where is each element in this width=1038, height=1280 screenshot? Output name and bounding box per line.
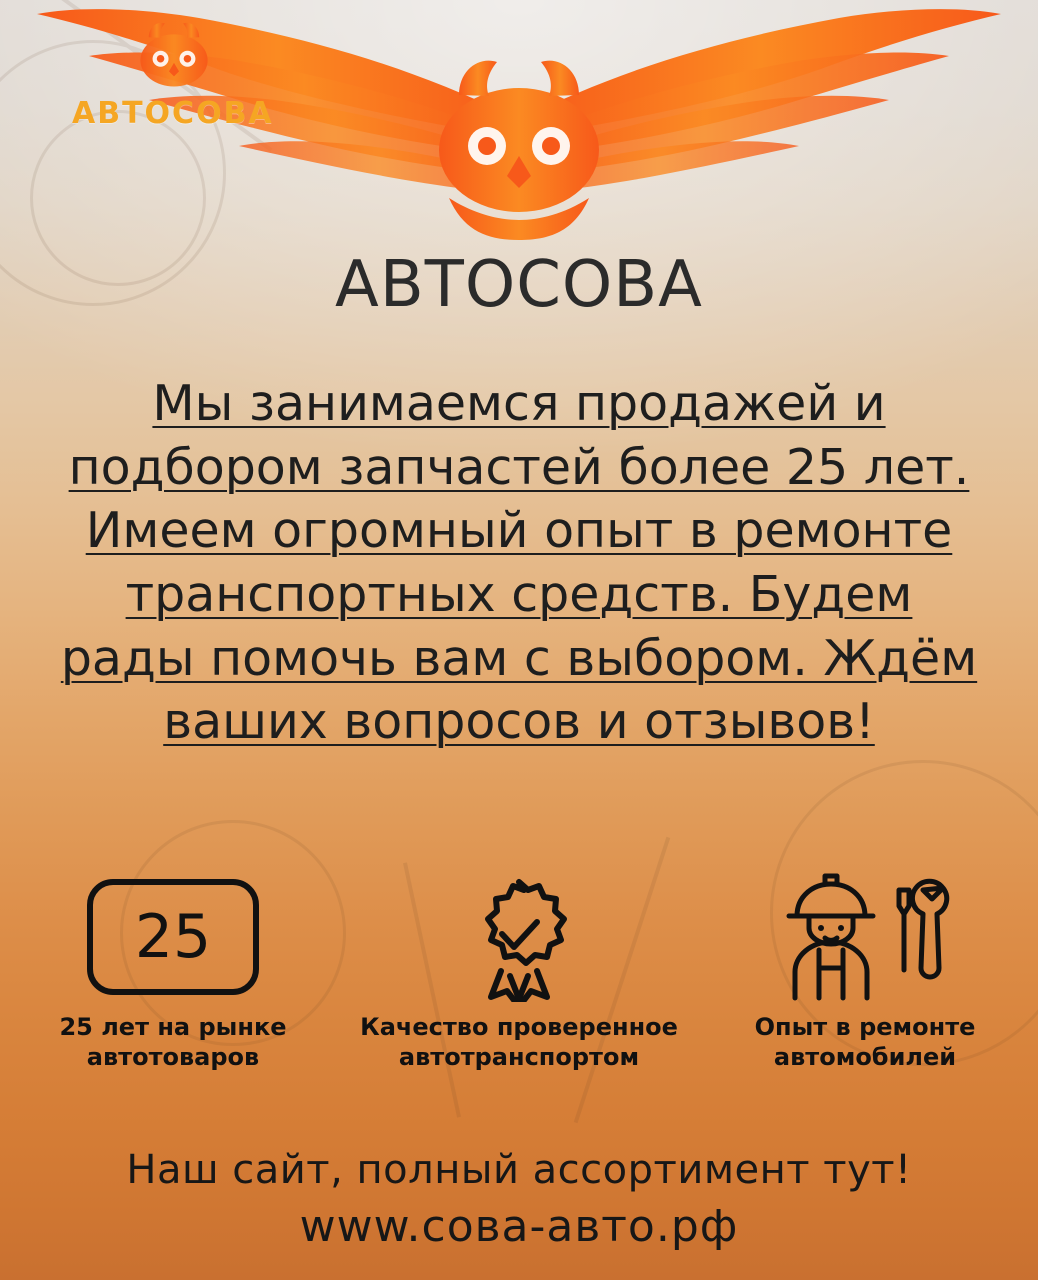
footer <box>0 1147 1038 1252</box>
features-row <box>0 872 1038 1072</box>
mechanic-tools-icon <box>775 872 955 1002</box>
website-url[interactable]: www.сова-авто.рф <box>299 1201 739 1252</box>
feature-caption: 25 лет на рынке автотоваров <box>59 1013 287 1071</box>
feature-item <box>13 872 333 1072</box>
feature-caption: Качество проверенное автотранспортом <box>360 1013 678 1071</box>
headline-text: Мы занимаемся продажей и подбором запчастей более 25 лет. Имеем огромный опыт в ремонте транспортных средств. Будем рады помочь вам с выбором. Ждём ваших вопросов и отзывов! <box>60 375 978 751</box>
feature-item <box>359 872 679 1072</box>
logo-wordmark: АВТОСОВА <box>72 96 274 131</box>
feature-item <box>705 872 1025 1072</box>
footer-cta: Наш сайт, полный ассортимент тут! <box>126 1147 912 1193</box>
years-value: 25 <box>87 879 259 995</box>
feature-caption: Опыт в ремонте автомобилей <box>754 1013 976 1071</box>
quality-award-check-icon <box>454 872 584 1002</box>
page-title: АВТОСОВА <box>335 248 703 322</box>
badge-25-years-icon <box>87 872 259 1002</box>
